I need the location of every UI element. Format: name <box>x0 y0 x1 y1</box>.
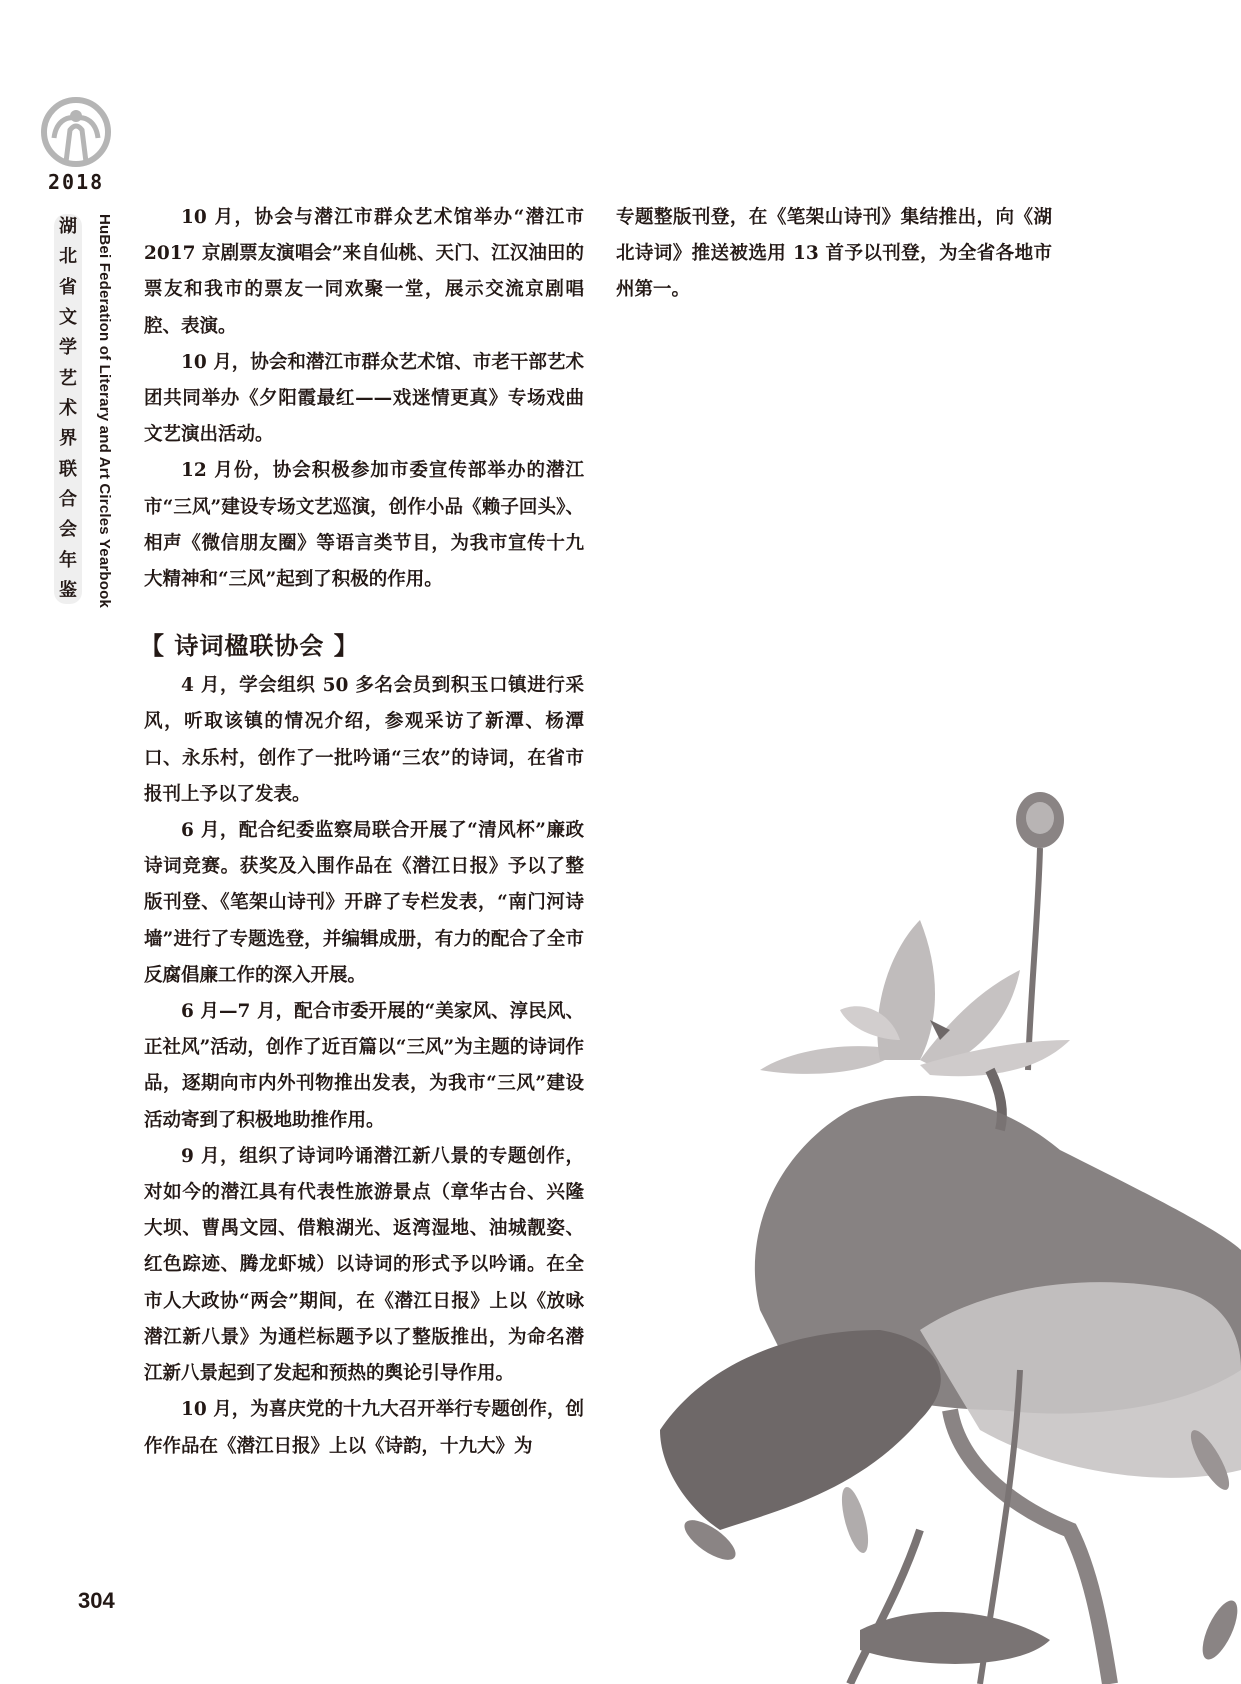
paragraph-continuation: 专题整版刊登，在《笔架山诗刊》集结推出，向《湖北诗词》推送被选用 13 首予以刊登，为全省各地市州第一。 <box>616 207 1052 301</box>
side-title-char: 省 <box>59 276 77 298</box>
page-number: 304 <box>78 1588 115 1613</box>
side-title-char: 年 <box>59 549 77 571</box>
paragraph: 6 月—7 月，配合市委开展的“美家风、淳民风、正社风”活动，创作了近百篇以“三风”为主题的诗词作品，逐期向市内外刊物推出发表，为我市“三风”建设活动寄到了积极地助推作用。 <box>144 1001 584 1131</box>
section-heading: 【 诗词楹联协会 】 <box>140 632 359 661</box>
lotus-seedpod-icon <box>1016 792 1064 1070</box>
left-column <box>140 200 584 1465</box>
side-title-char: 术 <box>59 397 77 419</box>
side-title-char: 联 <box>59 458 77 480</box>
federation-emblem-icon <box>40 96 112 168</box>
side-title-char: 北 <box>59 246 77 268</box>
side-title-char: 湖 <box>59 216 77 237</box>
side-title-char: 文 <box>59 306 77 328</box>
paragraph: 12 月份，协会积极参加市委宣传部举办的潜江市“三风”建设专场文艺巡演，创作小品《赖子回头》、相声《微信朋友圈》等语言类节目，为我市宣传十九大精神和“三风”起到了积极的作用。 <box>144 460 584 591</box>
side-title-char: 学 <box>59 337 77 359</box>
side-title-char: 合 <box>59 488 77 510</box>
side-title-char: 鉴 <box>59 579 77 601</box>
side-title-chinese <box>54 214 82 604</box>
lotus-leaf-icon <box>660 1096 1241 1530</box>
side-title-char: 会 <box>59 519 77 541</box>
right-column <box>616 200 1052 309</box>
paragraph: 4 月，学会组织 50 多名会员到积玉口镇进行采风，听取该镇的情况介绍，参观采访了新潭、杨潭口、永乐村，创作了一批吟诵“三农”的诗词，在省市报刊上予以了发表。 <box>144 675 584 805</box>
paragraph: 9 月，组织了诗词吟诵潜江新八景的专题创作，对如今的潜江具有代表性旅游景点（章华古台、兴隆大坝、曹禺文园、借粮湖光、返湾湿地、油城靓姿、红色踪迹、腾龙虾城）以诗词的形式予以吟诵。在全市人大政协“两会”期间，在《潜江日报》上以《放咏潜江新八景》为通栏标题予以了整版推出，为命名潜江新八景起到了发起和预热的舆论引导作用。 <box>144 1145 584 1385</box>
side-title-char: 界 <box>59 428 77 450</box>
paragraph: 10 月，协会与潜江市群众艺术馆举办“潜江市 2017 京剧票友演唱会”来自仙桃、天门、江汉油田的票友和我市的票友一同欢聚一堂，展示交流京剧唱腔、表演。 <box>144 207 584 337</box>
side-title-english: HuBei Federation of Literary and Art Circles Yearbook <box>96 214 113 609</box>
paragraph: 6 月，配合纪委监察局联合开展了“清风杯”廉政诗词竞赛。获奖及入围作品在《潜江日报》予以了整版刊登、《笔架山诗刊》开辟了专栏发表，“南门河诗墙”进行了专题选登，并编辑成册，有力的配合了全市反腐倡廉工作的深入开展。 <box>144 820 584 986</box>
yearbook-year: 2018 <box>48 170 105 194</box>
side-title-char: 艺 <box>59 367 77 389</box>
ink-lotus-fish-painting <box>620 770 1241 1684</box>
paragraph: 10 月，为喜庆党的十九大召开举行专题创作，创作作品在《潜江日报》上以《诗韵，十九大》为 <box>144 1399 584 1457</box>
paragraph: 10 月，协会和潜江市群众艺术馆、市老干部艺术团共同举办《夕阳霞最红——戏迷情更真》专场戏曲文艺演出活动。 <box>144 351 584 446</box>
